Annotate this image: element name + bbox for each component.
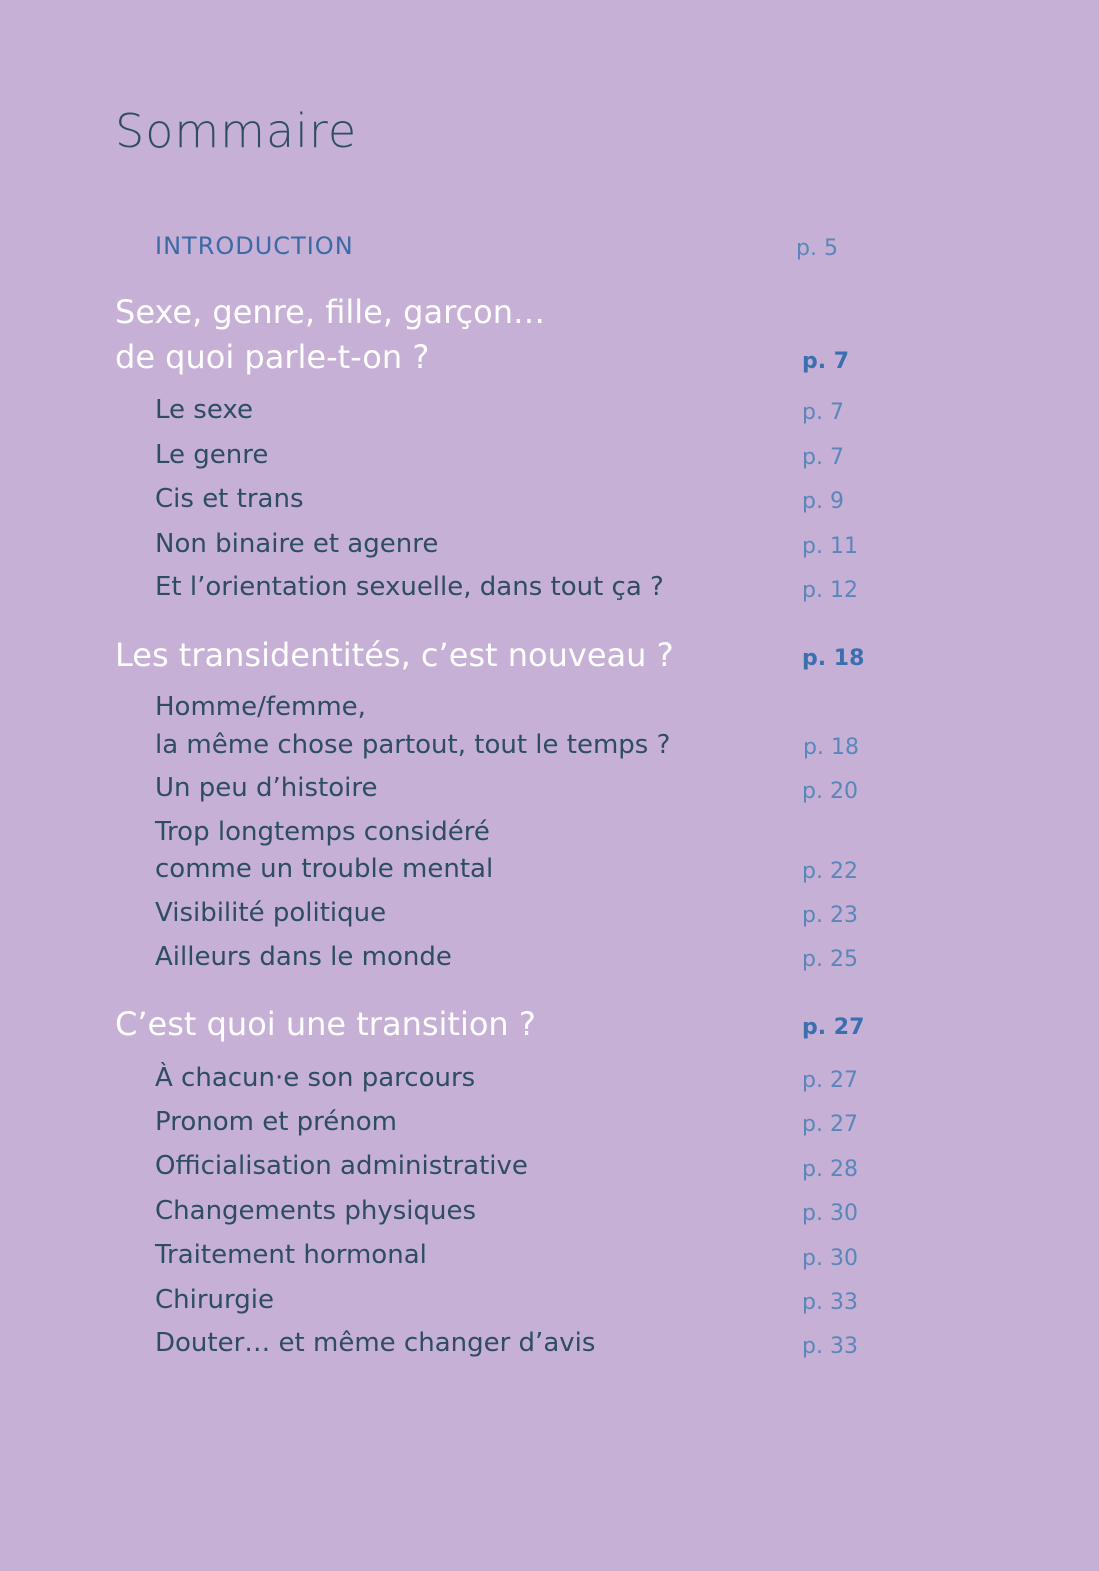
toc-section-2-page: p. 18 <box>802 646 865 671</box>
toc-item-page: p. 22 <box>802 859 858 884</box>
toc-item-changements[interactable]: Changements physiques <box>155 1196 477 1226</box>
toc-item-trouble-line2[interactable]: comme un trouble mental <box>155 854 494 884</box>
toc-item-page: p. 20 <box>802 779 858 804</box>
toc-item-page: p. 12 <box>802 578 858 603</box>
toc-item-page: p. 23 <box>802 903 858 928</box>
toc-item-trouble-line1[interactable]: Trop longtemps considéré <box>155 817 490 847</box>
toc-item-non-binaire[interactable]: Non binaire et agenre <box>155 529 439 559</box>
toc-item-orientation[interactable]: Et l’orientation sexuelle, dans tout ça ? <box>155 572 664 602</box>
toc-item-le-sexe[interactable]: Le sexe <box>155 395 253 425</box>
toc-item-page: p. 9 <box>802 489 844 514</box>
toc-item-hormonal[interactable]: Traitement hormonal <box>155 1240 427 1270</box>
toc-item-cis-et-trans[interactable]: Cis et trans <box>155 484 304 514</box>
toc-item-homme-femme-line1[interactable]: Homme/femme, <box>155 692 366 722</box>
toc-item-page: p. 30 <box>802 1201 858 1226</box>
toc-item-pronom[interactable]: Pronom et prénom <box>155 1107 398 1137</box>
toc-item-ailleurs[interactable]: Ailleurs dans le monde <box>155 942 452 972</box>
toc-section-1-line2[interactable]: de quoi parle-t-on ? <box>115 338 430 376</box>
toc-item-page: p. 33 <box>802 1290 858 1315</box>
toc-section-1-line1[interactable]: Sexe, genre, fille, garçon… <box>115 293 545 331</box>
toc-item-page: p. 27 <box>802 1068 858 1093</box>
toc-section-3-title[interactable]: C’est quoi une transition ? <box>115 1005 536 1043</box>
toc-item-douter[interactable]: Douter… et même changer d’avis <box>155 1328 596 1358</box>
toc-item-page: p. 25 <box>802 947 858 972</box>
toc-item-page: p. 7 <box>802 400 844 425</box>
toc-intro-page: p. 5 <box>796 236 838 261</box>
toc-item-histoire[interactable]: Un peu d’histoire <box>155 773 378 803</box>
toc-intro-label[interactable]: INTRODUCTION <box>155 232 354 260</box>
toc-section-1-page: p. 7 <box>802 349 850 374</box>
toc-item-homme-femme-line2[interactable]: la même chose partout, tout le temps ? <box>155 730 671 760</box>
toc-item-page: p. 27 <box>802 1112 858 1137</box>
toc-item-le-genre[interactable]: Le genre <box>155 440 269 470</box>
toc-item-page: p. 30 <box>802 1246 858 1271</box>
toc-item-visibilite[interactable]: Visibilité politique <box>155 898 387 928</box>
toc-item-page: p. 7 <box>802 445 844 470</box>
toc-item-page: p. 28 <box>802 1157 858 1182</box>
toc-item-page: p. 18 <box>803 735 859 760</box>
toc-item-page: p. 33 <box>802 1334 858 1359</box>
toc-item-officialisation[interactable]: Officialisation administrative <box>155 1151 528 1181</box>
toc-item-parcours[interactable]: À chacun·e son parcours <box>155 1063 476 1093</box>
toc-item-chirurgie[interactable]: Chirurgie <box>155 1285 274 1315</box>
toc-section-3-page: p. 27 <box>802 1015 865 1040</box>
toc-item-page: p. 11 <box>802 534 858 559</box>
page-title: Sommaire <box>115 104 358 158</box>
toc-section-2-title[interactable]: Les transidentités, c’est nouveau ? <box>115 636 674 674</box>
